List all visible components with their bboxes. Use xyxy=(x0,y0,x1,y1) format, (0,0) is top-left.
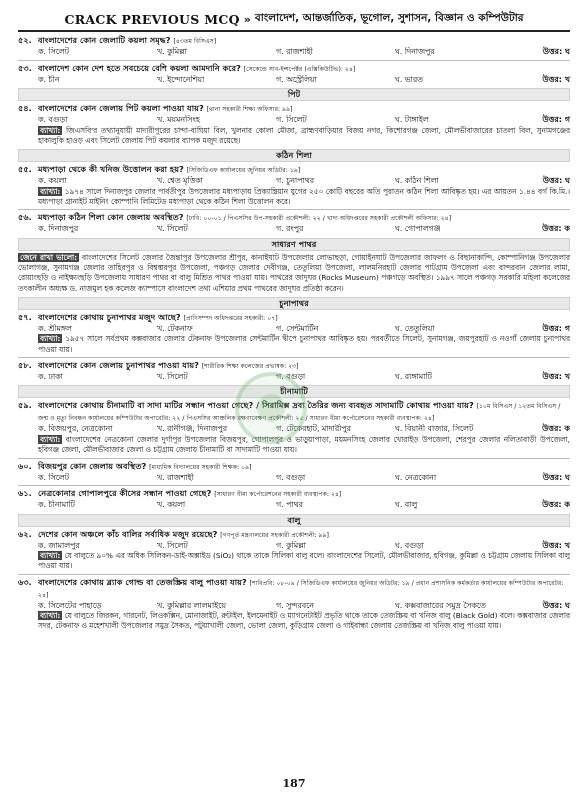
explanation-label: ব্যাখ্যা: xyxy=(40,125,61,135)
question-number: ৫২. xyxy=(18,35,32,45)
answer: উত্তর: ঘ xyxy=(542,472,570,482)
question-52 xyxy=(18,35,570,61)
option-d: ঘ. তেতুলিয়া xyxy=(395,323,435,333)
option-b: খ. সিলেট xyxy=(157,371,188,381)
option-a: ক. চীন xyxy=(38,74,60,84)
option-a: ক. বিজয়পুর, নেত্রকোনা xyxy=(38,424,113,434)
answer: উত্তর: ঘ xyxy=(542,600,570,610)
explanation-label: ব্যাখ্যা: xyxy=(40,334,61,344)
option-a: ক. কয়লা xyxy=(38,176,67,186)
option-c: গ. চুনাপাথর xyxy=(276,176,315,186)
option-b: খ. সিলেট xyxy=(157,540,188,550)
section-heading-china-clay: চীনামাটি xyxy=(18,385,570,398)
explanation-text: ১৯৭৪ সালে দিনাজপুর জেলার পার্বতীপুর উপজেলার মধ্যপাড়ায় প্রিক্যাম্ব্রিয়ান যুগের ২৫০ কোটি বছরের অতি পুরাতন কঠিন শিলা আবিষ্কৃত হয়। এর আয়তন ১.৪৪ বর্গ কি.মি.। মধ্যপাড়া গ্রানাইট মাইনিং কোম্পানি লিমিটেড মধ্যপাড়া থেকে কঠিন শিলা উত্তোলন করে। xyxy=(38,186,570,206)
answer: উত্তর: গ xyxy=(542,115,570,124)
section-heading-limestone: চুনাপাথর xyxy=(18,297,570,310)
question-55 xyxy=(18,164,570,210)
option-d: ঘ. রাঙ্গামাটি xyxy=(395,371,432,381)
page-header xyxy=(18,8,570,32)
question-57 xyxy=(18,312,570,358)
divider xyxy=(18,60,570,61)
question-text: বাংলাদেশের কোথায় চুনাপাথর মজুদ আছে? xyxy=(38,311,181,322)
option-d: ঘ. গোপালগঞ্জ xyxy=(395,224,441,234)
question-source: [শারীরিক শিক্ষা কলেজের প্রভাষক: ২৩] xyxy=(201,362,299,370)
question-number: ৬১. xyxy=(18,488,32,499)
question-text: বাংলাদেশের কোন জেলায় পিট কয়লা পাওয়া যায়? xyxy=(38,103,204,113)
option-c: গ. সুন্দরবনে xyxy=(276,600,314,610)
option-a: ক. সিলেট xyxy=(38,472,69,482)
option-d: ঘ. বগুড়া xyxy=(395,540,424,550)
explanation-text: জিএসবি'র তথ্যানুযায়ী মাদারীপুরের চান্দা-বাঘিয়া বিল, খুলনার কোলা মৌজা, ব্রাহ্মণবাড়িয়ার বিজয় নগর, কিশোরগঞ্জ জেলা, মৌলভীবাজারের চাতলা বিল, সুনামগঞ্জের হাকালুকি হাওড় এবং সিলেট জেলায় পিট কয়লার ব্যাপক মজুদ রয়েছে। xyxy=(38,125,570,145)
option-a: ক. সিলেট xyxy=(38,47,69,56)
option-c: গ. টেকেরহাট, মাদারীপুর xyxy=(276,424,351,434)
question-number: ৫৯. xyxy=(18,400,32,411)
answer: উত্তর: ক xyxy=(542,424,570,434)
divider xyxy=(18,485,570,486)
question-text: মধ্যপাড়া কঠিন শিলা কোন জেলায় অবস্থিত? xyxy=(38,212,184,223)
question-text: দেশের কোন অঞ্চলে কাঁচ বালির সর্বাধিক মজুদ রয়েছে? xyxy=(38,528,218,539)
option-b: খ. ইন্দোনেশিয়া xyxy=(157,74,205,84)
section-heading-sand: বালু xyxy=(18,514,570,527)
option-d: ঘ. বালু xyxy=(395,500,418,510)
option-d: ঘ. টাঙ্গাইল xyxy=(395,115,429,124)
question-text: বাংলাদেশের কোথায় ব্ল্যাক গোল্ড বা তেজস্ক্রিয় বালু পাওয়া যায়? xyxy=(38,576,247,587)
answer: উত্তর: খ xyxy=(542,540,570,550)
option-b: খ. টেকনাফ xyxy=(157,323,193,333)
option-d: ঘ. কঠিন শিলা xyxy=(395,176,439,186)
explanation-text: যে বালুতে জিরকন, গারনেট, লিওকক্সিন, মোনাজাইট, রুটাইল, ইলমেনাইট ও ম্যাগনেটাইট প্রভৃতি থাকে তাকে তেজস্ক্রিয় বা খনিজ বালু (Black Gold) বলে। কক্সবাজার জেলার সদর, টেকনাফ ও মহেশখালী উপজেলার সমুদ্র সৈকত, পটুয়াখালী জেলা, ভোলা জেলা, কুড়িগ্রাম জেলা ও গাইবান্ধা জেলায় তেজস্ক্রিয় বা খনিজ বালু পাওয়া যায়। xyxy=(38,611,570,631)
question-text: বাংলাদেশ কোন দেশ হতে সবচেয়ে বেশি কয়লা আমদানি করে? xyxy=(38,62,241,73)
answer: উত্তর: গ xyxy=(542,323,570,333)
header-brand: CRACK PREVIOUS MCQ xyxy=(64,11,240,27)
option-b: খ. কুমিল্লা xyxy=(157,47,187,56)
page-number: 187 xyxy=(282,777,306,790)
option-b: খ. কুমিল্লার লালমাইয়ে xyxy=(157,600,226,610)
question-text: মধ্যপাড়া থেকে কী খনিজ উত্তোলন করা হয়? xyxy=(38,164,184,175)
question-source: [সাধারণ বীমা কর্পোরেশনের সহকারী ব্যবস্থাপক: ২৪] xyxy=(214,491,342,499)
question-53 xyxy=(18,63,570,86)
question-source: [সেকেন্ডে সাব-ইন্সপেক্টর (এক্সিকিউটিভ): ২৪] xyxy=(243,65,356,73)
option-c: গ. বগুড়া xyxy=(276,371,306,381)
question-number: ৫৪. xyxy=(18,103,32,113)
info-note xyxy=(18,253,570,294)
option-a: ক. ঢাকা xyxy=(38,371,63,381)
answer: উত্তর: খ xyxy=(542,371,570,381)
header-arrow: » xyxy=(243,12,251,26)
option-c: গ. অস্ট্রেলিয়া xyxy=(276,74,317,84)
option-b: খ. শ্বেত মৃত্তিকা xyxy=(157,176,203,186)
question-source: [গণপূর্ত মন্ত্রণালয়ের সহকারী প্রকৌশলী: ৯৯] xyxy=(220,531,329,539)
explanation-label: ব্যাখ্যা: xyxy=(40,551,61,561)
option-c: গ. রংপুর xyxy=(276,224,304,234)
option-c: গ. পাথর xyxy=(276,500,303,510)
question-number: ৬০. xyxy=(18,460,32,471)
question-source: [শাবিপ্রবি: ০৮-০৯ / সিজিডিএফ কার্যালয়ের জুনিয়র অডিটর: ১৯ / প্রধান প্রশাসনিক কর্মকর্তার কার্যালয়ের কম্পিউটার অপারেটর: ২৪] xyxy=(38,579,564,599)
explanation-label: ব্যাখ্যা: xyxy=(40,186,61,196)
explanation xyxy=(38,334,570,355)
option-d: ঘ. কক্সবাজারের সমুদ্র সৈকতে xyxy=(395,600,486,610)
option-d: ঘ. ভারত xyxy=(395,74,423,84)
section-heading-stone: সাধারণ পাথর xyxy=(18,238,570,251)
option-c: গ. কুমিল্লা xyxy=(276,540,306,550)
answer: উত্তর: ঘ xyxy=(542,47,570,56)
header-subject: বাংলাদেশ, আন্তর্জাতিক, ভূগোল, সুশাসন, বিজ্ঞান ও কম্পিউটার xyxy=(254,11,524,24)
question-54 xyxy=(18,103,570,146)
divider xyxy=(18,209,570,210)
option-d: ঘ. বিয়ানী বাজার, সিলেট xyxy=(395,424,474,434)
question-number: ৫৬. xyxy=(18,212,32,223)
option-b: খ. রানীগঞ্জ, দিনাজপুর xyxy=(157,424,228,434)
explanation xyxy=(38,435,570,456)
section-heading-peat: পিট xyxy=(18,88,570,101)
explanation-text: যে বালুতে ৯০% এর অধিক সিলিকন-ডাই-অক্সাইড (SiO₂) থাকে তাকে সিলিকা বালু বলে। বাংলাদেশের সিলেট, মৌলভীবাজার, হবিগঞ্জ, কুমিল্লা ও চট্টগ্রাম জেলায় সিলিকা বালু পাওয়া যায়। xyxy=(38,551,570,571)
option-a: ক. জামালপুর xyxy=(38,540,80,550)
question-number: ৫৮. xyxy=(18,359,32,370)
question-source: [ঢাবি: ০০-০১ / পিএসসির উপ-সহকারী প্রকৌশলী: ২২ / খাদ্য অধিদপ্তরের সহকারী প্রকৌশলী অফিসার: ২৪] xyxy=(186,215,452,223)
answer: উত্তর: ক xyxy=(542,224,570,234)
option-b: খ. রাজশাহী xyxy=(157,472,194,482)
question-60 xyxy=(18,461,570,487)
question-source: [থানা সহকারী শিক্ষা অফিসার: ৯৯] xyxy=(206,106,293,113)
question-text: বিজয়পুর কোন জেলায় অবস্থিত? xyxy=(38,460,147,471)
answer: উত্তর: খ xyxy=(542,74,570,84)
section-heading-hard-rock: কঠিন শিলা xyxy=(18,149,570,162)
question-number: ৬৩. xyxy=(18,576,32,587)
option-c: গ. সেন্টমার্টিন xyxy=(276,323,319,333)
explanation xyxy=(38,551,570,572)
question-text: বাংলাদেশের কোন জেলাটি কয়লা সমৃদ্ধ? xyxy=(38,35,171,45)
question-63 xyxy=(18,577,570,632)
divider xyxy=(18,458,570,459)
question-61 xyxy=(18,488,570,511)
divider xyxy=(18,357,570,358)
question-source: [৪৩তম বিসিএস] xyxy=(173,38,217,45)
answer: উত্তর: ক xyxy=(542,500,570,510)
question-62 xyxy=(18,529,570,575)
divider xyxy=(18,574,570,575)
option-c: গ. সিলেট xyxy=(276,115,307,124)
watermark-logo-icon xyxy=(235,372,307,444)
option-c: গ. রাজশাহী xyxy=(276,47,313,56)
question-source: [সিজিডিএফ কার্যালয়ের জুনিয়র অডিটর: ১৯] xyxy=(186,167,301,175)
option-a: ক. দিনাজপুর xyxy=(38,224,79,234)
question-text: বাংলাদেশের কোথায় চীনামাটি বা সাদা মাটির সন্ধান পাওয়া গেছে? / সিরামিক্স দ্রব্য তৈরির জন্য ব্যবহৃত সাদামাটি কোথায় পাওয়া যায়? xyxy=(38,400,474,411)
option-a: ক. সিলেটের পাহাড়ে xyxy=(38,600,102,610)
question-source: [১০ম বিসিএস / ১২তম বিসিএস / জন্ম ও মৃত্যু নিবন্ধন কার্যালয়ের কম্পিউটার অপারেটর: ২২ / পিএসসির আঞ্চলিক রক্ষণাবেক্ষণ প্রকৌশলী: ২৫ / সাধারণ বীমা কর্পোরেশনের সহকারী ব্যবস্থাপক: ২৪] xyxy=(38,403,561,423)
question-number: ৫৭. xyxy=(18,311,32,322)
option-d: ঘ. দিনাজপুর xyxy=(395,47,435,56)
explanation-text: বাংলাদেশের নেত্রকোনা জেলার দুর্গাপুর উপজেলার বিজয়পুর, গোপালপুর ও ভাড়ুয়াপাড়া, ময়মনসিংহ জেলার খোরাইড় উপজেলা, শেরপুর জেলার নলিতাবাড়ী উপজেলা, হবিগঞ্জ জেলা, মৌলভীবাজার জেলা ও চট্টগ্রাম জেলায় চীনামাটি বা সাদামাটি পাওয়া যায়। xyxy=(38,434,570,455)
explanation xyxy=(38,126,570,147)
question-56 xyxy=(18,212,570,235)
note-label: জেনে রাখা ভালো: xyxy=(20,252,78,262)
note-text: বাংলাদেশের সিলেট জেলার জৈন্তাপুর উপজেলার শ্রীপুর, কানাইঘাট উপজেলার লোভাছড়া, গোয়াইনঘাট উপজেলার জাফলং ও বিছানাকান্দি, কোম্পানিগঞ্জ উপজেলার ভোলাগঞ্জ, সুনামগঞ্জ জেলার তাহিরপুর ও বিশ্বম্ভরপুর উপজেলা, পঞ্চগড় জেলার দেবীগঞ্জ, তেতুলিয়া উপজেলা, লালমনিরহাট জেলার পাটগ্রাম উপজেলা এবং বান্দরবান জেলার লামা, রোয়াংছড়ি ও নাইক্ষ্যংছড়ি উপজেলায় সাধারণ পাথর বা বালু মিশ্রিত পাথর পাওয়া যায়। পাথরের জাদুঘর (Rocks Museum) পঞ্চগড়ে অবস্থিত। ১৯৯৭ সালে পঞ্চগড় সরকারি মহিলা কলেজের তৎকালীন অধ্যক্ষ ড. নাজমুল হক কলেজ ক্যাম্পাসে বাংলাদেশ তথা এশিয়ার প্রথম পাথরের জাদুঘর প্রতিষ্ঠা করেন। xyxy=(18,252,570,293)
question-source: [মাধ্যমিক বিদ্যালয়ের সহকারী শিক্ষক: ০৯] xyxy=(149,463,252,471)
question-text: নেত্রকোনার গোপালপুরে কীসের সন্ধান পাওয়া গেছে? xyxy=(38,488,212,499)
explanation-label: ব্যাখ্যা: xyxy=(40,611,61,621)
option-a: ক. শ্রীমঙ্গল xyxy=(38,323,72,333)
question-source: [প্রাণিসম্পদ অধিদপ্তরের সহকারী: ০৭] xyxy=(183,314,278,322)
option-b: খ. ময়মনসিংহ xyxy=(157,115,200,124)
explanation-label: ব্যাখ্যা: xyxy=(40,434,61,444)
question-number: ৬২. xyxy=(18,528,32,539)
explanation xyxy=(38,611,570,632)
option-c: গ. বগুড়া xyxy=(276,472,306,482)
option-a: ক. বগুড়া xyxy=(38,115,68,124)
answer: উত্তর: ঘ xyxy=(542,176,570,186)
option-b: খ. সিলেট xyxy=(157,224,188,234)
option-b: খ. কয়লা xyxy=(157,500,186,510)
option-d: ঘ. নেত্রকোনা xyxy=(395,472,437,482)
option-a: ক. চীনামাটি xyxy=(38,500,75,510)
question-58 xyxy=(18,360,570,383)
question-number: ৫৩. xyxy=(18,62,32,73)
explanation xyxy=(38,187,570,208)
question-number: ৫৫. xyxy=(18,164,32,175)
explanation-text: ১৯৫৭ সালে সর্বপ্রথম কক্সবাজার জেলার টেকনাফ উপজেলার সেন্টমার্টিন দ্বীপে চুনাপাথর আবিষ্কৃত হয়। পরবর্তীতে সিলেট, সুনামগঞ্জ, জয়পুরহাট ও নওগাঁ জেলায় চুনাপাথর পাওয়া যায়। xyxy=(38,334,570,354)
question-text: বাংলাদেশের কোন জেলায় চুনাপাথর পাওয়া যায়? xyxy=(38,359,199,370)
